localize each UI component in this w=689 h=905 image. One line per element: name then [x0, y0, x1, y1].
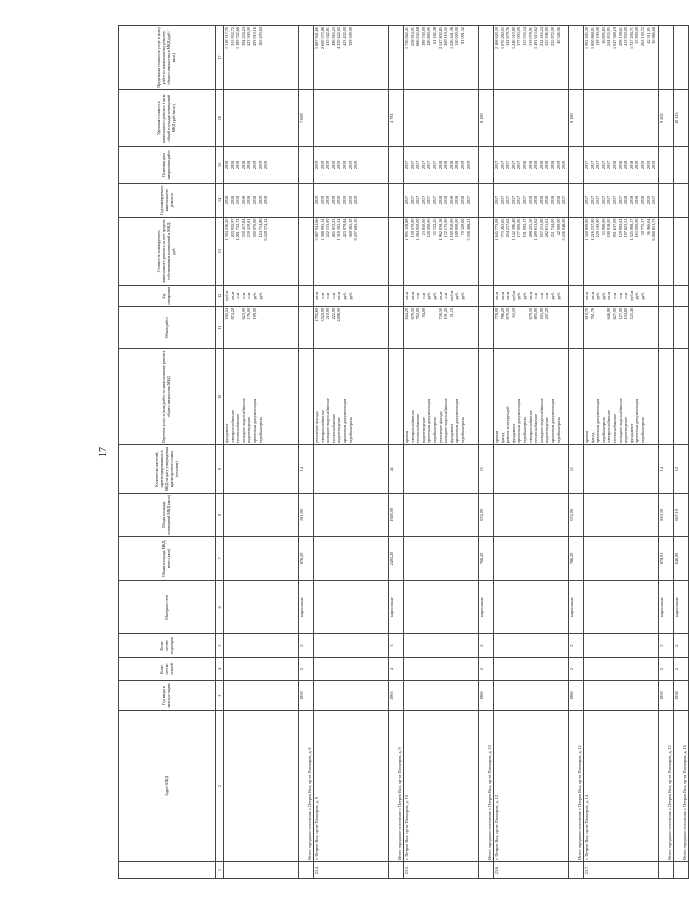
col-header: Удельная стоимость капитального ремонта 1 кв.м. общей площади помещений МКД (руб./кв.м.): [119, 89, 216, 146]
table-cell: [479, 285, 494, 306]
col-header: Перечень услуг и (или) работ по капитальному ремонту общего имущества МКД: [119, 349, 216, 445]
table-cell: [314, 536, 389, 581]
table-cell: 1959: [659, 681, 674, 711]
col-number: 13: [216, 217, 224, 285]
table-cell: [479, 217, 494, 285]
table-row: [224, 26, 299, 879]
volume-list: 1792,60 3520,00 210,00 222,00 2498,00: [314, 306, 389, 349]
col-number: 17: [216, 26, 224, 90]
total-row: [479, 26, 494, 879]
col-number: 7: [216, 536, 224, 581]
unit-list: кв.м кв.м п.м п.м руб. руб. кв.м п.м куб.м руб. руб.: [404, 285, 479, 306]
table-cell: [674, 217, 689, 285]
table-cell: [674, 306, 689, 349]
table-cell: 878,91: [659, 536, 674, 581]
year-list: 2017 2017 2017 2017 2017 2017 2018 2018 2018 2018 2018 2018 2017: [494, 183, 569, 217]
table-cell: [659, 183, 674, 217]
table-cell: [299, 285, 314, 306]
table-cell: 607,10: [674, 494, 689, 537]
table-cell: 2: [674, 657, 689, 680]
table-cell: 810,30: [659, 494, 674, 537]
table-cell: [584, 634, 659, 657]
table-cell: [479, 147, 494, 183]
table-cell: [479, 306, 494, 349]
table-cell: [659, 306, 674, 349]
table-cell: [299, 306, 314, 349]
works-list: утепление фасада электроснабжение холодное водоснабжение теплоснабжение водоотведение проектная документация стройконтроль: [314, 349, 389, 445]
row-number: 23.7.: [584, 861, 659, 878]
table-cell: [674, 183, 689, 217]
table-cell: [389, 183, 404, 217]
table-cell: [494, 494, 569, 537]
table-cell: [389, 349, 404, 445]
table-cell: [224, 89, 299, 146]
table-cell: 1958: [674, 681, 689, 711]
table-cell: [224, 681, 299, 711]
table-cell: [224, 445, 299, 494]
table-cell: [224, 581, 299, 634]
table-cell: [389, 217, 404, 285]
col-number: 11: [216, 306, 224, 349]
table-cell: [494, 581, 569, 634]
row-number: 23.4.: [314, 861, 389, 878]
col-number: 3: [216, 681, 224, 711]
col-header: Коли-чество этажей: [119, 657, 216, 680]
table-cell: [314, 681, 389, 711]
table-cell: [674, 285, 689, 306]
table-cell: [494, 89, 569, 146]
col-number: 5: [216, 634, 224, 657]
col-header: Стоимость планируемого капитального ремонта за счет средств собственников помещений в МКД, руб.: [119, 217, 216, 285]
table-body: [224, 26, 689, 879]
table-cell: [299, 217, 314, 285]
plan-date-list: 2017 2017 2017 2017 2017 2018 2018 2018 2018 2018 2018 2019 2019: [494, 147, 569, 183]
table-cell: кирпичные: [389, 581, 404, 634]
table-cell: 2: [299, 657, 314, 680]
header-row: [119, 26, 216, 879]
table-cell: [674, 147, 689, 183]
address-cell: [224, 710, 299, 861]
year-list: 2017 2017 2017 2017 2017 2017 2018 2018 2018 2018 2018 2017: [404, 183, 479, 217]
limit-list: 1 902 283,30 1 800 868,01 139 100,00 56 895,83 244 835,95 1 047 368,18 208 158,61 413 950,00 1 727 294,71 55 900,00 263 159,72 42 511,91 36 966,68: [584, 26, 659, 90]
col-number: 8: [216, 494, 224, 537]
col-header: Год ввода в эксплуа-тацию: [119, 681, 216, 711]
table-cell: 3: [659, 634, 674, 657]
table-cell: [659, 285, 674, 306]
cost-list: 1 394 236,20 203 935,97 1 261 752,72 339 417,84 259 419,81 390 070,00 124 754,86 6 249 374,12: [224, 217, 299, 285]
year-list: 2018 2018 2018 2018 2018 2018 2019 2018: [224, 183, 299, 217]
total-label: Итого городское поселение г. Петров Вал, пр-кт Пионеров, д. 9: [389, 710, 404, 861]
unit-list: кв.м п.м п.м п.м кв.м руб. руб.: [314, 285, 389, 306]
table-cell: 41: [389, 445, 404, 494]
col-number: 15: [216, 147, 224, 183]
table-cell: [584, 494, 659, 537]
table-cell: [494, 634, 569, 657]
year-list: 2017 2017 2017 2017 2017 2017 2017 2018 2018 2018 2018 2019 2017: [584, 183, 659, 217]
table-cell: 876,20: [299, 536, 314, 581]
table-row: [584, 26, 659, 879]
table-cell: 672,00: [479, 494, 494, 537]
table-cell: [404, 657, 479, 680]
table-cell: [659, 147, 674, 183]
table-cell: 646,90: [674, 536, 689, 581]
col-header: Адрес МКД: [119, 710, 216, 861]
year-list: 2019 2019 2019 2019 2019 2019 2019 2019: [314, 183, 389, 217]
table-cell: кирпичные: [479, 581, 494, 634]
table-cell: [479, 183, 494, 217]
table-cell: [404, 634, 479, 657]
table-cell: [314, 445, 389, 494]
table-cell: 2: [659, 657, 674, 680]
capital-repair-table: [118, 25, 689, 879]
table-cell: 2405,20: [389, 536, 404, 581]
limit-list: 2 168 620,50 1 070 260,05 322 679,76 1 246 310,80 177 003,00 155 335,34 339 078,91 1 491 613,62 232 416,24 525 306,00 235 972,00 40 526,06: [494, 26, 569, 90]
table-cell: 672,00: [569, 494, 584, 537]
volume-list: 182,24 874,20 623,00 176,00 199,00: [224, 306, 299, 349]
table-cell: [404, 494, 479, 537]
total-label: Итого городское поселение г. Петров Вал, пр-кт Пионеров, д. 6: [299, 710, 314, 861]
table-cell: [389, 26, 404, 90]
table-cell: [389, 147, 404, 183]
table-row: [404, 26, 479, 879]
table-cell: 1959: [299, 681, 314, 711]
address-cell: г. Петров Вал, пр-кт Пионеров, д. 12: [494, 710, 569, 861]
table-cell: [314, 657, 389, 680]
col-number: 6: [216, 581, 224, 634]
col-header: Общая площадь помещений МКД (кв.м): [119, 494, 216, 537]
col-number: 1: [216, 861, 224, 878]
unit-list: кв.м кв.м руб. руб. кв.м п.м п.м п.м куб.м руб. руб.: [584, 285, 659, 306]
table-cell: [569, 306, 584, 349]
table-cell: [314, 89, 389, 146]
unit-cost: 4 781: [389, 89, 404, 146]
table-cell: [404, 445, 479, 494]
unit-cost: 7 698: [299, 89, 314, 146]
unit-cost: 8 180: [569, 89, 584, 146]
final-total-row: [674, 26, 689, 879]
limit-list: 1 736 662,41 258 914,01 666 632,68 199 750,00 126 800,00 61 182,38 2 547 802,85 289 110,35 1 226 441,36 150 000,00 81 091,32: [404, 26, 479, 90]
table-cell: [569, 217, 584, 285]
table-cell: [314, 634, 389, 657]
table-cell: [299, 861, 314, 878]
volume-list: 644,20 679,50 762,00 94,00 758,50 101,20 51,10: [404, 306, 479, 349]
address-cell: г. Петров Вал, пр-кт Пионеров, д. 10: [404, 710, 479, 861]
table-cell: [584, 89, 659, 146]
table-cell: [314, 581, 389, 634]
total-label: Итого городское поселение г. Петров Вал, пр-кт Пионеров, д. 14: [674, 710, 689, 861]
table-cell: 2: [299, 634, 314, 657]
table-cell: [569, 26, 584, 90]
table-cell: 14: [299, 445, 314, 494]
works-list: кровля фасад ремонт конструкций фундамент проектная документация стройконтроль электроснабжение теплоснабжение холодное водоснабжение водоотведение проектная документация стройконтроль: [494, 349, 569, 445]
table-cell: [479, 26, 494, 90]
table-cell: [659, 861, 674, 878]
table-cell: [584, 581, 659, 634]
table-cell: 12: [674, 445, 689, 494]
table-cell: [224, 657, 299, 680]
table-cell: 1926,00: [389, 494, 404, 537]
table-cell: [494, 536, 569, 581]
table-cell: [224, 536, 299, 581]
table-cell: [479, 349, 494, 445]
table-cell: кирпичные: [674, 581, 689, 634]
column-number-row: [216, 26, 224, 879]
total-label: Итого городское поселение г. Петров Вал, пр-кт Пионеров, д. 10: [479, 710, 494, 861]
col-number: 12: [216, 285, 224, 306]
volume-list: 778,00 786,20 679,50 63,50 679,50 893,00 165,00 247,20: [494, 306, 569, 349]
table-cell: 1960: [479, 681, 494, 711]
total-label: Итого городское поселение г. Петров Вал, пр-кт Пионеров, д. 12: [569, 710, 584, 861]
col-number: 16: [216, 89, 224, 146]
table-cell: [674, 26, 689, 90]
table-cell: 11: [569, 445, 584, 494]
table-cell: [389, 306, 404, 349]
table-cell: [404, 581, 479, 634]
col-number: 4: [216, 657, 224, 680]
table-cell: [674, 861, 689, 878]
total-row: [389, 26, 404, 879]
table-cell: [494, 681, 569, 711]
table-cell: [569, 861, 584, 878]
total-row: [569, 26, 584, 879]
row-number: 23.6.: [494, 861, 569, 878]
col-header: Общая площадь МКД, всего (кв.м): [119, 536, 216, 581]
col-header: Материал стен: [119, 581, 216, 634]
col-header: Количество жителей, зарегистрированных в МКД на дату утверждения краткосрочного плана (человек): [119, 445, 216, 494]
col-header: Ед. измерения: [119, 285, 216, 306]
table-cell: 2: [674, 634, 689, 657]
works-list: фундамент электроснабжение теплоснабжение холодное водоснабжение водоотведение проектная документация стройконтроль: [224, 349, 299, 445]
total-row: [299, 26, 314, 879]
row-number: 23.5.: [404, 861, 479, 878]
works-list: кровля электроснабжение теплоснабжение водоотведение проектная документация стройконтроль утепление фасада холодное водоснабжение фундамент проектная документация стройконтроль: [404, 349, 479, 445]
unit-cost: 9 202: [659, 89, 674, 146]
table-cell: кирпичные: [659, 581, 674, 634]
table-cell: [224, 494, 299, 537]
plan-date-list: 2018 2018 2018 2018 2018 2019 2019 2019: [224, 147, 299, 183]
table-cell: 2: [479, 634, 494, 657]
table-cell: 1963: [389, 681, 404, 711]
col-number: 2: [216, 710, 224, 861]
table-cell: [389, 285, 404, 306]
table-cell: [314, 494, 389, 537]
table-cell: [299, 349, 314, 445]
table-cell: [404, 681, 479, 711]
table-cell: [584, 445, 659, 494]
unit-list: кв.м кв.м кв.м куб.м руб. руб. кв.м п.м п.м п.м руб. руб.: [494, 285, 569, 306]
unit-cost: 10 325: [674, 89, 689, 146]
table-cell: [479, 861, 494, 878]
cost-list: 1 995 358,88 139 570,00 1 384 950,00 23 850,00 128 000,00 35 722,25 1 962 038,18 172 175,00 1 169 910,00 189 000,00 70 320,60 5 338 488,21: [404, 217, 479, 285]
table-cell: [569, 183, 584, 217]
col-number: 10: [216, 349, 224, 445]
table-cell: [584, 681, 659, 711]
plan-date-list: 2019 2019 2019 2019 2019 2019 2019 2019: [314, 147, 389, 183]
volume-list: 610,70 761,76 646,90 627,00 127,00 104,80 125,40: [584, 306, 659, 349]
table-cell: [659, 26, 674, 90]
table-cell: 3: [389, 634, 404, 657]
table-cell: [299, 183, 314, 217]
table-cell: [299, 26, 314, 90]
cost-list: 1 645 773,08 773 265,85 204 257,62 1 142 396,48 177 000,00 101 092,17 288 255,50 1 499 613,62 167 215,00 282 631,61 211 744,00 42 000,00 5 436 948,00: [494, 217, 569, 285]
plan-date-list: 2017 2017 2017 2017 2017 2017 2018 2018 2018 2018 2019 2019: [404, 147, 479, 183]
table-cell: 1960: [569, 681, 584, 711]
col-header: Предельная стоимость услуг и (или) работ по капитальному ремонту общего имущества в МКД (руб./кв.м.): [119, 26, 216, 90]
table-cell: [659, 217, 674, 285]
col-header: Объем работ: [119, 306, 216, 349]
table-cell: 2: [479, 657, 494, 680]
works-list: кровля фасад проектная документация стройконтроль электроснабжение теплоснабжение холодное водоснабжение водоотведение фундамент проектная документация стройконтроль: [584, 349, 659, 445]
table-cell: 2: [569, 657, 584, 680]
unit-list: куб.м кв.м п.м п.м п.м руб. руб.: [224, 285, 299, 306]
row-number: [224, 861, 299, 878]
table-cell: 811,90: [299, 494, 314, 537]
cost-list: 5 887 941,66 1 388 995,14 222 533,00 465 872,23 1 318 302,34 423 979,84 369 565,30 9 207 685,30: [314, 217, 389, 285]
cost-list: 1 340 800,00 1 216 237,00 129 100,00 55 900,00 190 918,00 931 637,09 129 892,04 197 823,51 1 525 068,17 163 000,00 30 775,37 36 966,64 6 268 851,75: [584, 217, 659, 285]
table-cell: [659, 349, 674, 445]
table-cell: [584, 657, 659, 680]
table-row: [494, 26, 569, 879]
table-cell: 11: [479, 445, 494, 494]
table-cell: [494, 445, 569, 494]
col-header: Год планируемого капитального ремонта: [119, 183, 216, 217]
table-cell: [569, 147, 584, 183]
col-header: Плановая дата завершения работ: [119, 147, 216, 183]
total-label: Итого городское поселение г. Петров Вал, пр-кт Пионеров, д. 12: [659, 710, 674, 861]
table-cell: 766,20: [479, 536, 494, 581]
table-cell: [569, 349, 584, 445]
limit-list: 5 887 941,66 2 600 573,88 415 042,81 496 916,23 4 250 422,92 423 432,00 309 500,00: [314, 26, 389, 90]
plan-date-list: 2017 2017 2017 2017 2017 2018 2018 2018 2018 2019 2019 2019 2019: [584, 147, 659, 183]
table-cell: [404, 536, 479, 581]
table-cell: 2: [569, 634, 584, 657]
unit-cost: 8 180: [479, 89, 494, 146]
table-cell: [299, 147, 314, 183]
table-cell: 4: [389, 657, 404, 680]
table-cell: [389, 861, 404, 878]
col-number: 9: [216, 445, 224, 494]
limit-list: 1 318 317,76 335 932,72 1 389 722,66 394 224,24 423 300,00 293 910,16 165 203,84: [224, 26, 299, 90]
table-cell: 786,20: [569, 536, 584, 581]
table-cell: кирпичные: [299, 581, 314, 634]
page-number: 17: [98, 447, 109, 457]
address-cell: г. Петров Вал, пр-кт Пионеров, д. 9: [314, 710, 389, 861]
total-row: [659, 26, 674, 879]
table-cell: [584, 536, 659, 581]
col-number: 14: [216, 183, 224, 217]
table-cell: 14: [659, 445, 674, 494]
table-cell: [404, 89, 479, 146]
table-cell: [224, 634, 299, 657]
address-cell: г. Петров Вал, пр-кт Пионеров, д. 14: [584, 710, 659, 861]
col-header-number: [119, 861, 216, 878]
table-cell: [569, 285, 584, 306]
col-header: Коли-чество подъездов: [119, 634, 216, 657]
table-cell: [674, 349, 689, 445]
table-cell: кирпичные: [569, 581, 584, 634]
table-row: [314, 26, 389, 879]
table-cell: [494, 657, 569, 680]
